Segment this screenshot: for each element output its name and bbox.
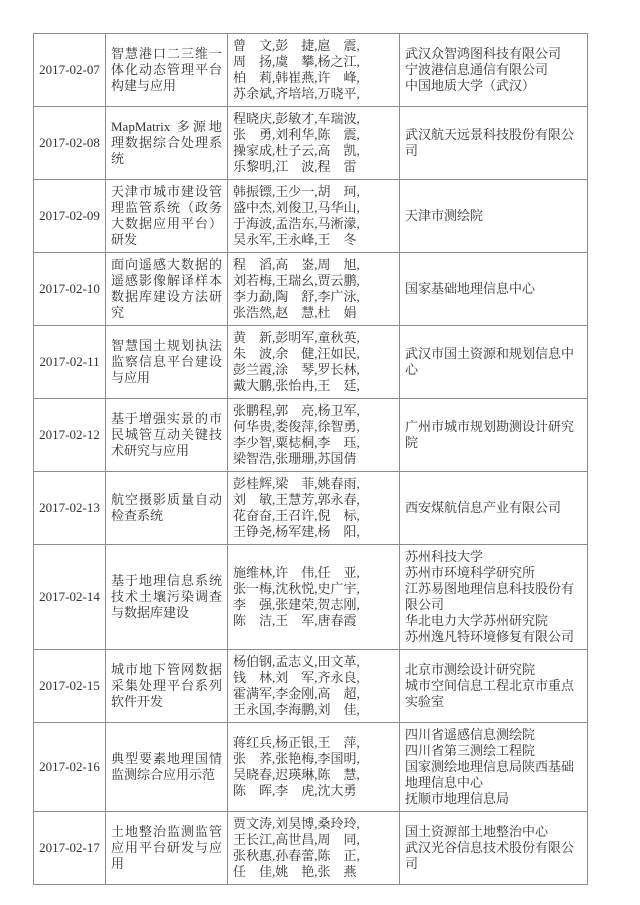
- date-cell: 2017-02-16: [34, 723, 106, 812]
- contributor-line: 钱 林,刘 军,齐永良,: [233, 670, 360, 685]
- project-title-cell: 基于增强实景的市民城管互动关键技术研究与应用: [106, 399, 228, 472]
- organizations-cell: [400, 723, 588, 812]
- contributor-line: 张浩然,赵 慧,杜 娟: [233, 305, 357, 320]
- contributor-line: 张秋惠,孙春蕾,陈 正,: [233, 848, 360, 863]
- projects-table: [33, 33, 588, 885]
- project-title-cell: 面向遥感大数据的遥感影像解译样本数据库建设方法研究: [106, 253, 228, 326]
- contributor-line: 朱 波,余 健,汪如民,: [233, 346, 360, 361]
- contributor-line: 花奋奋,王召许,倪 标,: [233, 508, 360, 523]
- date-cell: 2017-02-17: [34, 812, 106, 885]
- organization-line: 四川省遥感信息测绘院: [405, 727, 536, 742]
- project-title-cell: 智慧港口二三维一体化动态管理平台构建与应用: [106, 34, 228, 107]
- project-title-cell: 土地整治监测监管应用平台研发与应用: [106, 812, 228, 885]
- contributor-line: 韩振镖,王少一,胡 珂,: [233, 184, 360, 199]
- date-cell: 2017-02-14: [34, 545, 106, 650]
- contributor-line: 刘 敏,王慧芳,郭永春,: [233, 492, 360, 507]
- contributor-line: 程 滔,高 崟,周 旭,: [233, 257, 360, 272]
- contributor-line: 戴大鹏,张怡冉,王 廷,: [233, 378, 360, 393]
- contributor-line: 吴晓春,迟瑛琳,陈 慧,: [233, 767, 360, 782]
- organization-line: 苏州逸凡特环境修复有限公司: [405, 629, 575, 644]
- organization-line: 武汉光谷信息技术股份有限公司: [405, 840, 575, 871]
- contributors-cell: [228, 399, 400, 472]
- organization-line: 苏州市环境科学研究所: [405, 565, 536, 580]
- table-row: [34, 253, 588, 326]
- organizations-cell: [400, 399, 588, 472]
- organizations-cell: [400, 253, 588, 326]
- contributor-line: 吴永军,王永峰,王 冬: [233, 232, 357, 247]
- contributor-line: 张 勇,刘利华,陈 震,: [233, 127, 360, 142]
- contributors-cell: [228, 812, 400, 885]
- organization-line: 天津市测绘院: [405, 208, 484, 223]
- contributor-line: 陈 晖,李 虎,沈大勇: [233, 783, 357, 798]
- organization-line: 国土资源部土地整治中心: [405, 824, 549, 839]
- contributors-cell: [228, 180, 400, 253]
- table-row: [34, 545, 588, 650]
- organization-line: 抚顺市地理信息局: [405, 791, 510, 806]
- table-row: [34, 812, 588, 885]
- contributor-line: 柏 莉,韩崔燕,许 峰,: [233, 70, 360, 85]
- date-cell: 2017-02-09: [34, 180, 106, 253]
- contributor-line: 张一梅,沈秋悦,史广宇,: [233, 581, 360, 596]
- project-title-cell: 天津市城市建设管理监管系统（政务大数据应用平台）研发: [106, 180, 228, 253]
- contributor-line: 贾文涛,刘昊博,桑玲玲,: [233, 816, 360, 831]
- contributor-line: 施维林,许 伟,任 亚,: [233, 565, 360, 580]
- contributor-line: 杨伯钢,孟志义,田文革,: [233, 654, 360, 669]
- contributor-line: 刘若梅,王瑞幺,贾云鹏,: [233, 273, 360, 288]
- organizations-cell: [400, 180, 588, 253]
- contributor-line: 程晓庆,彭敏才,车瑞波,: [233, 111, 360, 126]
- contributor-line: 王长江,高世昌,周 同,: [233, 832, 360, 847]
- organization-line: 广州市城市规划勘测设计研究院: [405, 419, 575, 450]
- organization-line: 北京市测绘设计研究院: [405, 662, 536, 677]
- contributor-line: 操家成,杜子云,高 凯,: [233, 143, 360, 158]
- organization-line: 中国地质大学（武汉）: [405, 78, 536, 93]
- contributor-line: 张鹏程,郭 亮,杨卫军,: [233, 403, 360, 418]
- organization-line: 苏州科技大学: [405, 549, 484, 564]
- contributor-line: 李 强,张建荣,贺志刚,: [233, 597, 360, 612]
- contributor-line: 张 荞,张艳梅,李国明,: [233, 751, 360, 766]
- organizations-cell: [400, 812, 588, 885]
- contributor-line: 王永国,李海鹏,刘 佳,: [233, 702, 360, 717]
- contributor-line: 于海波,孟浩东,马淅濛,: [233, 216, 360, 231]
- table-row: [34, 650, 588, 723]
- organizations-cell: [400, 650, 588, 723]
- projects-table-body: [34, 34, 588, 885]
- table-row: [34, 107, 588, 180]
- contributor-line: 彭兰霞,涂 琴,罗长林,: [233, 362, 360, 377]
- organization-line: 国家测绘地理信息局陕西基础地理信息中心: [405, 759, 575, 790]
- project-title-cell: MapMatrix 多源地理数据综合处理系统: [106, 107, 228, 180]
- contributor-line: 苏余斌,齐培培,万晓平,: [233, 86, 360, 101]
- contributors-cell: [228, 34, 400, 107]
- organization-line: 武汉航天远景科技股份有限公司: [405, 127, 575, 158]
- date-cell: 2017-02-08: [34, 107, 106, 180]
- date-cell: 2017-02-12: [34, 399, 106, 472]
- contributor-line: 任 佳,姚 艳,张 燕: [233, 864, 357, 879]
- organizations-cell: [400, 34, 588, 107]
- contributor-line: 周 扬,虞 攀,杨之江,: [233, 54, 360, 69]
- organization-line: 西安煤航信息产业有限公司: [405, 500, 562, 515]
- date-cell: 2017-02-10: [34, 253, 106, 326]
- table-row: [34, 723, 588, 812]
- table-row: [34, 326, 588, 399]
- contributor-line: 黄 新,彭明军,童秋英,: [233, 330, 360, 345]
- organization-line: 国家基础地理信息中心: [405, 281, 536, 296]
- contributor-line: 盛中杰,刘俊卫,马华山,: [233, 200, 360, 215]
- organizations-cell: [400, 326, 588, 399]
- date-cell: 2017-02-11: [34, 326, 106, 399]
- organization-line: 宁波港信息通信有限公司: [405, 62, 549, 77]
- organizations-cell: [400, 107, 588, 180]
- organizations-cell: [400, 545, 588, 650]
- contributor-line: 李力勐,陶 舒,李广泳,: [233, 289, 360, 304]
- table-row: [34, 472, 588, 545]
- contributor-line: 乐黎明,江 波,程 雷: [233, 159, 357, 174]
- contributors-cell: [228, 650, 400, 723]
- organization-line: 四川省第三测绘工程院: [405, 743, 536, 758]
- contributor-line: 梁智浩,张珊珊,苏国倩: [233, 451, 357, 466]
- date-cell: 2017-02-13: [34, 472, 106, 545]
- contributor-line: 何华贵,娄俊萍,徐智勇,: [233, 419, 360, 434]
- organization-line: 江苏易图地理信息科技股份有限公司: [405, 581, 575, 612]
- date-cell: 2017-02-07: [34, 34, 106, 107]
- contributors-cell: [228, 107, 400, 180]
- organizations-cell: [400, 472, 588, 545]
- organization-line: 武汉市国土资源和规划信息中心: [405, 346, 575, 377]
- contributors-cell: [228, 723, 400, 812]
- organization-line: 武汉众智鸿图科技有限公司: [405, 46, 562, 61]
- organization-line: 城市空间信息工程北京市重点实验室: [405, 678, 575, 709]
- contributors-cell: [228, 253, 400, 326]
- contributor-line: 霍满军,李金刚,高 超,: [233, 686, 360, 701]
- contributors-cell: [228, 472, 400, 545]
- contributor-line: 王铮尧,杨军建,杨 阳,: [233, 524, 360, 539]
- contributor-line: 蒋红兵,杨正银,王 萍,: [233, 735, 360, 750]
- project-title-cell: 典型要素地理国情监测综合应用示范: [106, 723, 228, 812]
- contributors-cell: [228, 545, 400, 650]
- contributor-line: 李少智,粟梽桐,李 珏,: [233, 435, 360, 450]
- contributors-cell: [228, 326, 400, 399]
- contributor-line: 陈 洁,王 军,唐春霞: [233, 613, 357, 628]
- project-title-cell: 基于地理信息系统技术土壤污染调查与数据库建设: [106, 545, 228, 650]
- project-title-cell: 智慧国土规划执法监察信息平台建设与应用: [106, 326, 228, 399]
- project-title-cell: 城市地下管网数据采集处理平台系列软件开发: [106, 650, 228, 723]
- project-title-cell: 航空摄影质量自动检查系统: [106, 472, 228, 545]
- table-row: [34, 180, 588, 253]
- date-cell: 2017-02-15: [34, 650, 106, 723]
- contributor-line: 彭桂辉,梁 菲,姚春雨,: [233, 476, 360, 491]
- organization-line: 华北电力大学苏州研究院: [405, 613, 549, 628]
- table-row: [34, 34, 588, 107]
- contributor-line: 曾 文,彭 捷,扈 震,: [233, 38, 360, 53]
- table-row: [34, 399, 588, 472]
